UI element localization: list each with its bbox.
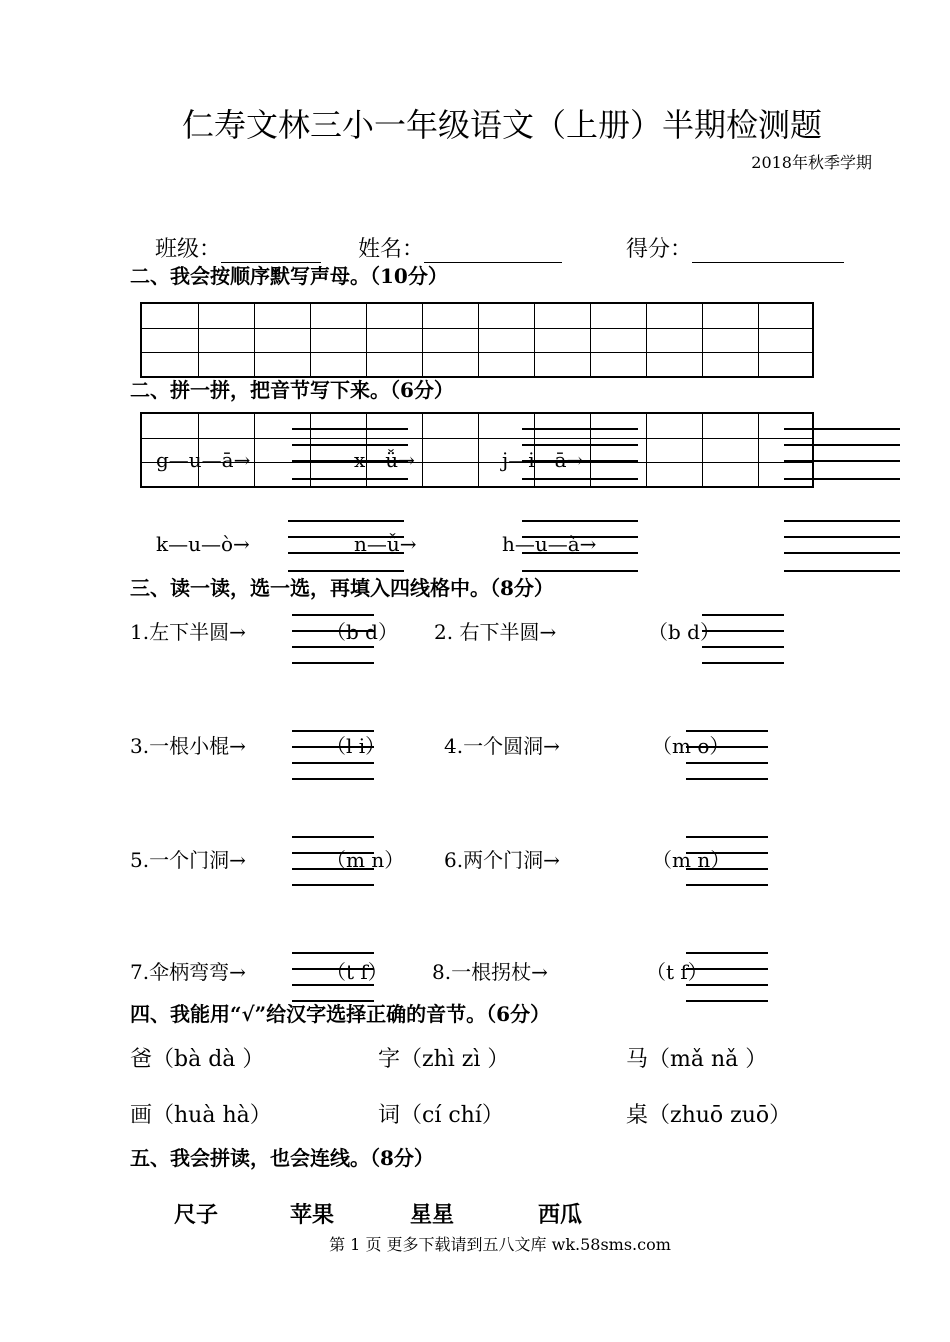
question-4: 4.一个圆洞→ (444, 734, 560, 758)
section-1-heading: 二、我会按顺序默写声母。（10分） (130, 264, 448, 288)
name-label: 姓名： (358, 237, 425, 262)
answer-choice-7: （t f） (326, 960, 388, 984)
answer-choice-3: （l i） (326, 734, 386, 758)
pinyin-item: n—ǚ→ (354, 532, 417, 556)
question-6: 6.两个门洞→ (444, 848, 560, 872)
answer-choice-5: （m n） (326, 848, 405, 872)
tone-choice[interactable]: 马（mǎ nǎ ） (626, 1047, 768, 1072)
semester: 2018年秋季学期 (751, 153, 872, 172)
initials-writing-grid[interactable] (140, 302, 814, 378)
section-2-heading: 二、拼一拼，把音节写下来。（6分） (130, 378, 454, 402)
tone-choice[interactable]: 爸（bà dà ） (130, 1047, 265, 1072)
class-field (155, 232, 321, 263)
four-line-grid[interactable] (784, 428, 900, 482)
pinyin-item: k—u—ò→ (156, 532, 250, 556)
question-2: 2. 右下半圆→ (434, 620, 557, 644)
answer-choice-2: （b d） (648, 620, 720, 644)
answer-choice-4: （m o） (652, 734, 730, 758)
four-line-grid[interactable] (784, 520, 900, 574)
answer-choice-8: （t f） (646, 960, 708, 984)
word-item[interactable]: 苹果 (290, 1202, 335, 1228)
question-7: 7.伞柄弯弯→ (130, 960, 246, 984)
score-blank[interactable] (692, 238, 844, 263)
section-5-heading: 五、我会拼读，也会连线。（8分） (130, 1146, 434, 1170)
pinyin-item: g—u—ā→ (156, 448, 251, 472)
word-item[interactable]: 西瓜 (538, 1202, 583, 1228)
question-1: 1.左下半圆→ (130, 620, 246, 644)
page-footer: 第 1 页 更多下载请到五八文库 wk.58sms.com (329, 1235, 671, 1254)
pinyin-item: x—ǚ→ (354, 448, 415, 472)
question-5: 5.一个门洞→ (130, 848, 246, 872)
word-item[interactable]: 星星 (410, 1202, 455, 1228)
score-field (626, 232, 844, 263)
word-item[interactable]: 尺子 (174, 1202, 219, 1228)
tone-choice[interactable]: 桌（zhuō zuō） (626, 1103, 792, 1128)
pinyin-item: h—u—à→ (502, 532, 597, 556)
page-title: 仁寿文林三小一年级语文（上册）半期检测题 (181, 106, 822, 144)
answer-choice-6: （m n） (652, 848, 731, 872)
score-label: 得分： (626, 237, 693, 262)
section-4-heading: 四、我能用“√”给汉字选择正确的音节。（6分） (130, 1002, 551, 1026)
tone-choice[interactable]: 画（huà hà） (130, 1103, 272, 1128)
class-label: 班级： (155, 237, 222, 262)
tone-choice[interactable]: 词（cí chí） (378, 1103, 504, 1128)
tone-choice[interactable]: 字（zhì zì ） (378, 1047, 510, 1072)
answer-choice-1: （b d） (326, 620, 398, 644)
question-8: 8.一根拐杖→ (432, 960, 548, 984)
pinyin-item: j—i—ā→ (502, 448, 584, 472)
question-3: 3.一根小棍→ (130, 734, 246, 758)
section-3-heading: 三、读一读，选一选，再填入四线格中。（8分） (130, 576, 554, 600)
name-field (358, 232, 562, 263)
